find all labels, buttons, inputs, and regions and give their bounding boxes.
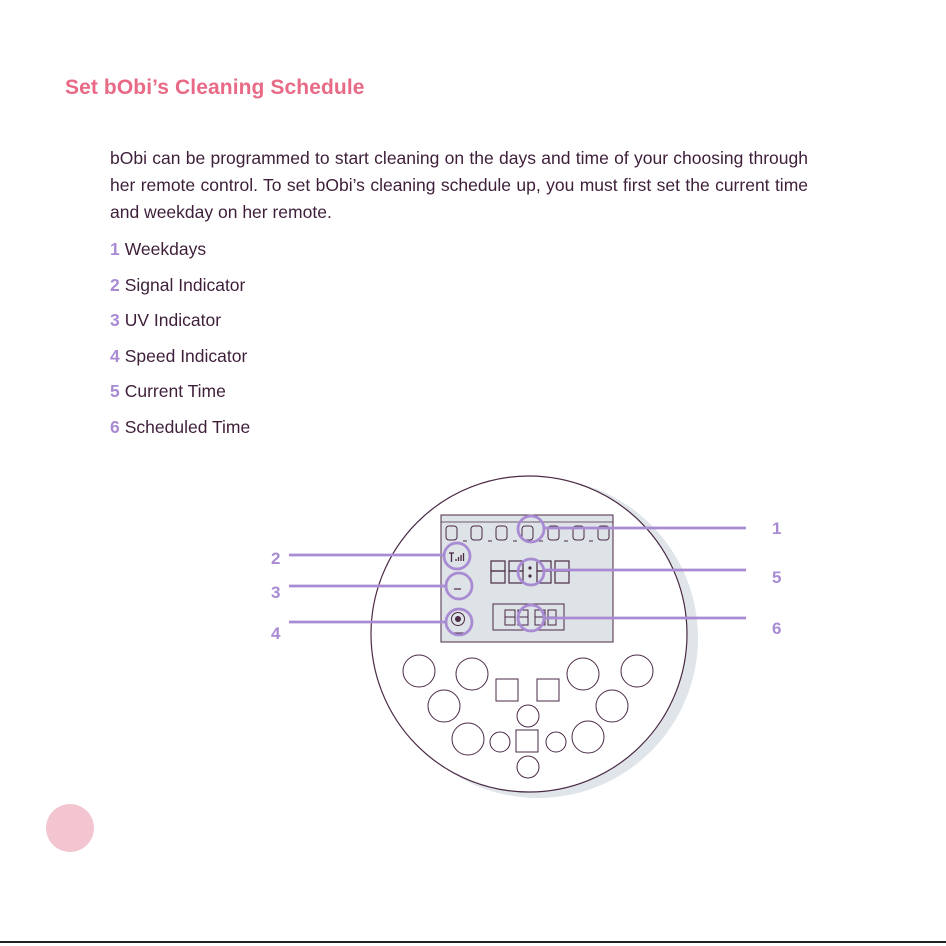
round-button [596,690,628,722]
square-button [537,679,559,701]
legend-number: 3 [110,310,120,331]
round-button [572,721,604,753]
intro-paragraph: bObi can be programmed to start cleaning on the days and time of your choosing through her remote control. To set bObi’s cleaning schedule up, you must first set the current time and weekday on her remote. [110,148,808,222]
bottom-rule [0,941,946,943]
callout-number: 2 [271,549,281,568]
callout-number: 4 [271,624,281,643]
legend-label: Speed Indicator [124,345,248,366]
direction-button-right [546,732,566,752]
center-button [516,730,538,752]
round-button [428,690,460,722]
legend-number: 6 [110,416,120,437]
legend-label: Signal Indicator [124,274,246,295]
legend-number: 2 [110,274,120,295]
legend-label: UV Indicator [124,310,222,331]
lcd-screen [441,515,613,642]
page-title: Set bObi’s Cleaning Schedule [65,76,365,99]
round-button [456,658,488,690]
direction-button-left [490,732,510,752]
callout-number: 1 [772,519,782,538]
legend-number: 5 [110,381,120,402]
callout-number: 3 [271,583,281,602]
legend-label: Current Time [124,381,226,402]
direction-button-down [517,756,539,778]
round-button [403,655,435,687]
legend-number: 1 [110,239,120,259]
page-number-badge [46,804,94,852]
callout-number: 5 [772,568,782,587]
square-button [496,679,518,701]
direction-button-up [517,705,539,727]
legend-number: 4 [110,345,120,366]
round-button [567,658,599,690]
legend-label: Weekdays [124,239,207,259]
round-button [452,723,484,755]
legend-label: Scheduled Time [124,416,251,437]
round-button [621,655,653,687]
callout-number: 6 [772,619,782,638]
